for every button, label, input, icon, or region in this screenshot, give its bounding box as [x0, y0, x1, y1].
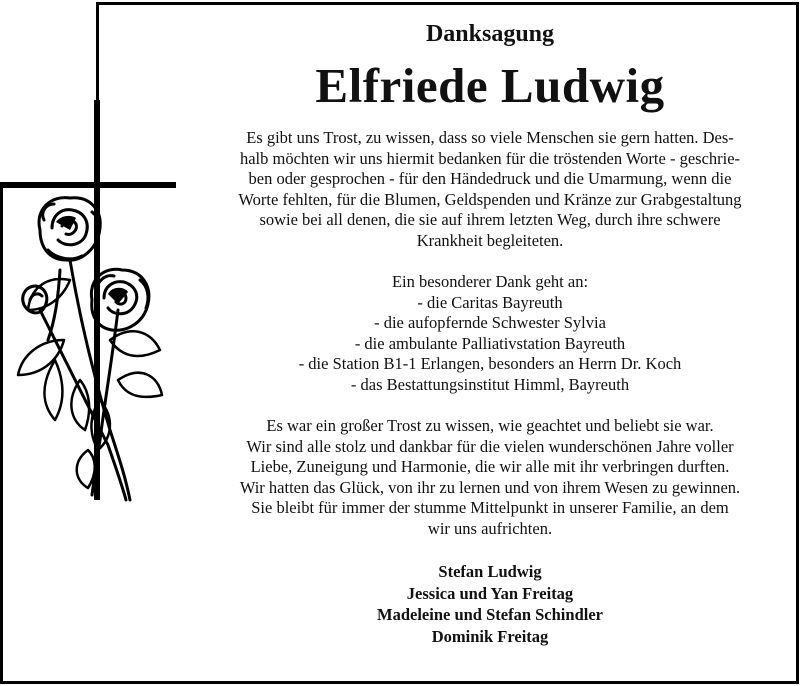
thanks-line: - die Station B1-1 Erlangen, besonders an Herrn Dr. Koch — [298, 354, 682, 373]
closing-line: Wir sind alle stolz und dankbar für die vielen wunderschönen Jahre voller — [246, 436, 734, 456]
signatures — [200, 561, 780, 647]
acknowledgement-text — [200, 18, 780, 647]
intro-line: Krankheit begleiteten. — [416, 230, 564, 250]
thanks-line: - die Caritas Bayreuth — [417, 292, 563, 312]
intro-line: Es gibt uns Trost, zu wissen, dass so viele Menschen sie gern hatten. Des- — [246, 128, 734, 147]
closing-line: wir uns aufrichten. — [427, 518, 553, 538]
signature-name: Dominik Freitag — [431, 626, 549, 646]
closing-line: Sie bleibt für immer der stumme Mittelpunkt in unserer Familie, an dem — [251, 498, 729, 517]
intro-paragraph — [200, 128, 780, 251]
closing-line: Es war ein großer Trost zu wissen, wie geachtet und beliebt sie war. — [266, 416, 714, 435]
intro-line: ben oder gesprochen - für den Händedruck und die Umarmung, wenn die — [248, 169, 732, 188]
closing-paragraph — [200, 416, 780, 539]
thanks-line: Ein besonderer Dank geht an: — [391, 272, 589, 291]
signature-name: Stefan Ludwig — [438, 562, 542, 581]
intro-line: halb möchten wir uns hiermit bedanken für die tröstenden Worte - geschrie- — [239, 148, 741, 168]
thanks-line: - die aufopfernde Schwester Sylvia — [374, 313, 606, 332]
frame-top-line — [96, 2, 799, 5]
closing-line: Liebe, Zuneigung und Harmonie, die wir alle mit ihr verbringen durften. — [250, 457, 730, 476]
frame-bottom-line — [0, 681, 799, 684]
closing-line: Wir hatten das Glück, von ihr zu lernen und von ihrem Wesen zu gewinnen. — [239, 477, 741, 497]
cross-with-roses-icon — [0, 100, 180, 520]
thanks-line: - die ambulante Palliativstation Bayreuth — [354, 333, 626, 353]
deceased-name: Elfriede Ludwig — [315, 58, 665, 113]
heading: Danksagung — [425, 21, 555, 47]
thanks-line: - das Bestattungsinstitut Himml, Bayreuth — [350, 374, 630, 394]
intro-line: Worte fehlten, für die Blumen, Geldspenden und Kränze zur Grabgestaltung — [238, 189, 742, 209]
signature-name: Madeleine und Stefan Schindler — [377, 605, 603, 624]
frame-right-line — [796, 2, 799, 684]
intro-line: sowie bei all denen, die sie auf ihrem letzten Weg, durch ihre schwere — [259, 210, 721, 229]
signature-name: Jessica und Yan Freitag — [406, 583, 574, 603]
thanks-list — [200, 272, 780, 395]
cross-horizontal-beam — [0, 182, 176, 188]
